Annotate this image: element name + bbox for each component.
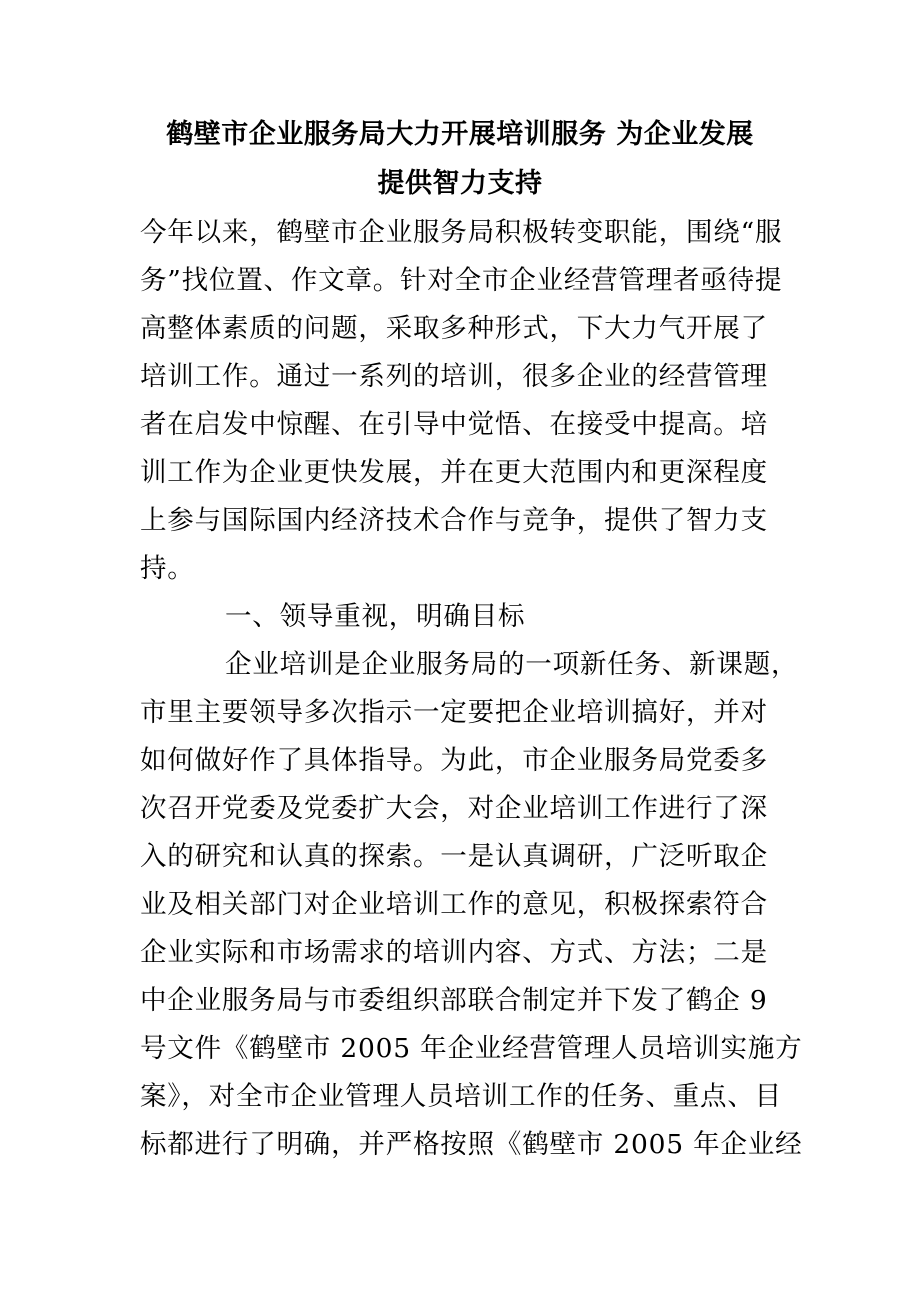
paragraph-line: 持。 bbox=[140, 553, 195, 584]
paragraph-line: 标都进行了明确，并严格按照《鹤壁市 2005 年企业经 bbox=[140, 1129, 803, 1160]
paragraph-line: 号文件《鹤壁市 2005 年企业经营管理人员培训实施方 bbox=[140, 1033, 803, 1064]
paragraph-line: 案》，对全市企业管理人员培训工作的任务、重点、目 bbox=[140, 1081, 782, 1112]
paragraph-line: 培训工作。通过一系列的培训，很多企业的经营管理 bbox=[140, 361, 768, 392]
paragraph-line: 如何做好作了具体指导。为此，市企业服务局党委多 bbox=[140, 745, 768, 776]
paragraph-line: 高整体素质的问题，采取多种形式，下大力气开展了 bbox=[140, 313, 768, 344]
paragraph-line: 企业培训是企业服务局的一项新任务、新课题， bbox=[225, 649, 799, 680]
paragraph-line: 者在启发中惊醒、在引导中觉悟、在接受中提高。培 bbox=[140, 409, 768, 440]
paragraph-line: 务”找位置、作文章。针对全市企业经营管理者亟待提 bbox=[140, 265, 783, 296]
paragraph-line: 今年以来，鹤壁市企业服务局积极转变职能，围绕“服 bbox=[140, 217, 783, 248]
paragraph-line: 入的研究和认真的探索。一是认真调研，广泛听取企 bbox=[140, 841, 768, 872]
document-title-line-1: 鹤壁市企业服务局大力开展培训服务 为企业发展 bbox=[166, 119, 754, 150]
paragraph-line: 市里主要领导多次指示一定要把企业培训搞好，并对 bbox=[140, 697, 768, 728]
paragraph-line: 业及相关部门对企业培训工作的意见，积极探索符合 bbox=[140, 889, 768, 920]
section-heading: 一、领导重视，明确目标 bbox=[225, 601, 526, 632]
document-title-line-2: 提供智力支持 bbox=[377, 168, 543, 199]
paragraph-line: 中企业服务局与市委组织部联合制定并下发了鹤企 9 bbox=[140, 985, 768, 1016]
paragraph-line: 训工作为企业更快发展，并在更大范围内和更深程度 bbox=[140, 457, 768, 488]
paragraph-line: 企业实际和市场需求的培训内容、方式、方法；二是 bbox=[140, 937, 768, 968]
paragraph-line: 上参与国际国内经济技术合作与竞争，提供了智力支 bbox=[140, 505, 768, 536]
paragraph-line: 次召开党委及党委扩大会，对企业培训工作进行了深 bbox=[140, 793, 768, 824]
